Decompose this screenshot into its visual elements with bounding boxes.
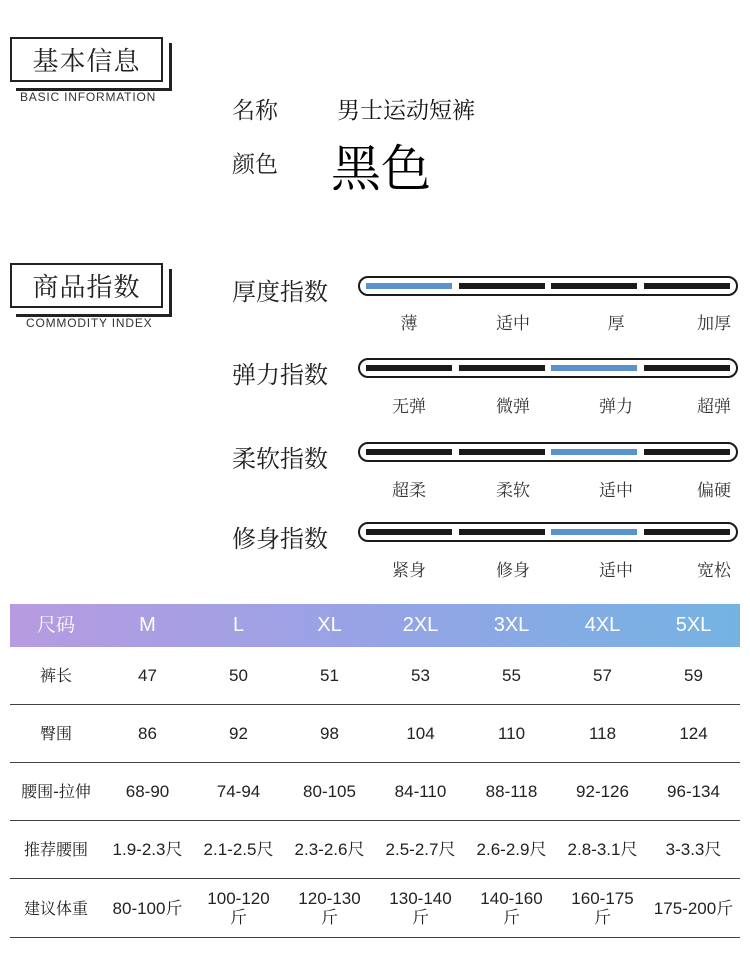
index-bar-segment [366,529,452,535]
table-cell: 57 [593,666,612,685]
index-bar-segment-active [551,529,637,535]
basic-info-title: 基本信息 [32,47,141,77]
table-row [10,647,740,705]
index-tick-label: 适中 [496,314,530,334]
table-cell: 2.1-2.5尺 [203,840,274,859]
color-label: 颜色 [232,152,278,178]
size-table-body [10,647,740,938]
table-row [10,821,740,879]
index-tick-label: 超弹 [697,397,731,417]
index-label: 柔软指数 [232,445,328,473]
index-bar-segment [644,365,730,371]
table-cell: 84-110 [394,782,447,801]
size-header-cell: 3XL [493,614,530,636]
index-tick-label: 加厚 [697,314,731,334]
table-cell: 124 [679,724,708,743]
index-tick-label: 偏硬 [697,481,731,501]
table-cell: 80-100斤 [112,898,183,918]
table-cell: 3-3.3尺 [665,840,722,859]
size-table-header [10,604,740,647]
index-bar-segment [459,283,545,289]
index-bar-segment [459,365,545,371]
index-tick-label: 微弹 [496,397,530,417]
table-cell: 2.3-2.6尺 [294,840,365,859]
table-cell: 175-200斤 [653,898,734,918]
index-label: 弹力指数 [232,361,328,389]
table-cell: 88-118 [485,782,538,801]
index-tick-label: 修身 [496,561,530,581]
size-header-cell: 4XL [584,614,621,636]
index-tick-label: 紧身 [392,561,426,581]
index-tick-label: 薄 [400,314,418,334]
table-cell: 2.8-3.1尺 [567,840,638,859]
basic-info-subtitle: BASIC INFORMATION [20,90,157,104]
index-tick-labels [358,309,738,333]
index-bar-segment-active [551,365,637,371]
table-cell: 118 [588,724,617,743]
table-row-label: 建议体重 [23,898,88,918]
table-row-label: 裤长 [39,666,72,685]
name-value: 男士运动短裤 [337,98,475,124]
index-bar-segment [644,529,730,535]
index-tick-label: 无弹 [392,397,426,417]
table-cell: 2.6-2.9尺 [476,840,547,859]
table-cell: 92-126 [576,782,629,801]
size-header-cell: 2XL [402,614,439,636]
index-bar-segment [459,529,545,535]
table-row-label: 推荐腰围 [23,840,88,859]
table-cell: 120-130 斤 [298,889,361,927]
index-bar-segment [644,283,730,289]
index-bar-segment-active [366,283,452,289]
index-tick-label: 弹力 [599,397,633,417]
index-tick-label: 超柔 [392,481,426,501]
index-bar-segment [366,365,452,371]
table-cell: 68-90 [125,782,170,801]
table-cell: 92 [229,724,248,743]
commodity-index-title-box [10,263,163,308]
table-cell: 98 [320,724,339,743]
index-bar-segment [366,449,452,455]
table-cell: 160-175 斤 [571,889,634,927]
index-tick-label: 厚 [607,314,625,334]
table-cell: 2.5-2.7尺 [385,840,456,859]
table-row [10,763,740,821]
table-cell: 96-134 [667,782,720,801]
index-bar-segment [459,449,545,455]
commodity-index-subtitle: COMMODITY INDEX [26,316,153,330]
commodity-index-title: 商品指数 [32,273,141,303]
table-row [10,705,740,763]
index-tick-labels [358,476,738,500]
table-cell: 55 [502,666,521,685]
table-row-label: 腰围-拉伸 [21,782,91,801]
table-cell: 110 [497,724,526,743]
index-bar [358,358,738,378]
table-cell: 80-105 [303,782,356,801]
table-row [10,879,740,938]
name-label: 名称 [232,98,278,124]
table-cell: 86 [138,724,157,743]
index-bar-segment-active [551,449,637,455]
table-cell: 59 [684,666,703,685]
index-label: 修身指数 [232,525,328,553]
index-tick-labels [358,392,738,416]
size-header-cell: XL [317,614,342,636]
index-label: 厚度指数 [232,278,328,306]
basic-info-title-box [10,37,163,82]
table-cell: 47 [138,666,157,685]
table-row-label: 臀围 [39,724,72,743]
index-tick-label: 适中 [599,481,633,501]
size-table [10,604,740,938]
table-cell: 74-94 [216,782,261,801]
table-cell: 51 [320,666,339,685]
index-bar [358,442,738,462]
index-tick-label: 适中 [599,561,633,581]
size-header-label: 尺码 [36,614,75,636]
index-bar [358,522,738,542]
size-header-cell: 5XL [675,614,712,636]
table-cell: 1.9-2.3尺 [112,840,183,859]
index-bar-segment [644,449,730,455]
size-header-cell: M [139,614,156,636]
index-bar [358,276,738,296]
index-tick-label: 柔软 [496,481,530,501]
index-tick-label: 宽松 [697,561,731,581]
index-bar-segment [551,283,637,289]
table-cell: 104 [406,724,435,743]
table-cell: 53 [411,666,430,685]
table-cell: 140-160 斤 [480,889,543,927]
table-cell: 130-140 斤 [389,889,452,927]
table-cell: 50 [229,666,248,685]
index-tick-labels [358,556,738,580]
table-cell: 100-120 斤 [207,889,270,927]
size-header-cell: L [232,614,245,636]
color-value: 黑色 [331,140,431,198]
